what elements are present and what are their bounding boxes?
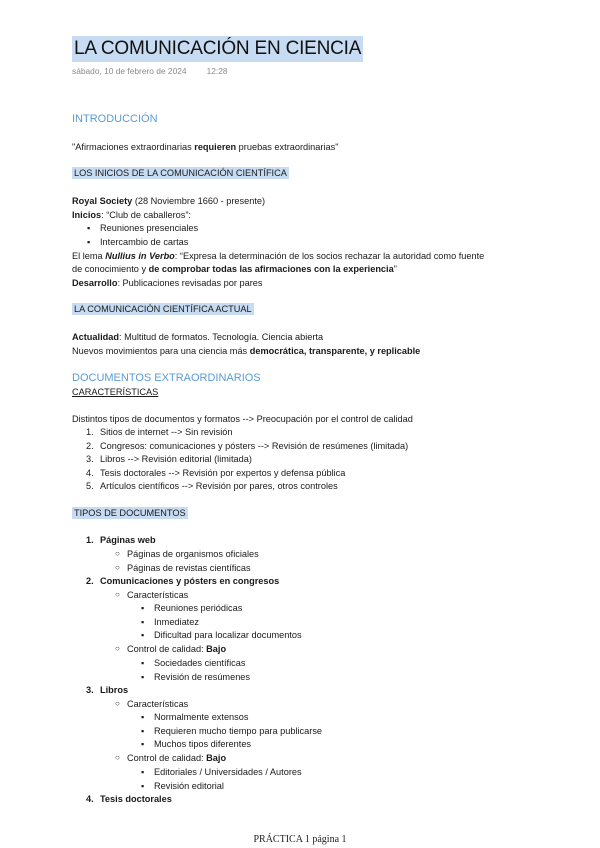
cc-pre: Control de calidad:: [127, 644, 207, 654]
quote-post: pruebas extraordinarias": [236, 142, 339, 152]
cc-pre: Control de calidad:: [127, 753, 207, 763]
lema-line-2: [72, 263, 397, 276]
libros-cc-items: [154, 766, 302, 793]
list-item: ▪ Normalmente extensos: [154, 711, 322, 725]
desarrollo-rest: : Publicaciones revisadas por pares: [117, 278, 263, 288]
list-number: 3.: [86, 454, 94, 464]
list-item: ▪ Editoriales / Universidades / Autores: [154, 766, 302, 780]
tipos-list-4: [86, 793, 172, 807]
list-item: ▪ Reuniones periódicas: [154, 602, 302, 616]
royal-rest: (28 Noviembre 1660 - presente): [132, 196, 266, 206]
list-item: [86, 467, 408, 481]
list-item: ▪ Muchos tipos diferentes: [154, 738, 322, 752]
list-item: ○ Páginas de revistas científicas: [127, 562, 259, 576]
web-sublist: [127, 548, 259, 575]
list-item: [127, 752, 226, 766]
list-text: Sitios de internet --> Sin revisión: [100, 427, 233, 437]
list-number: 4.: [86, 467, 94, 478]
inicios-rest: : “Club de caballeros”:: [101, 210, 191, 220]
list-item: [86, 793, 172, 807]
list-number: 2.: [86, 440, 94, 451]
list-item: [86, 480, 408, 494]
actualidad-rest: : Multitud de formatos. Tecnología. Ciencia abierta: [118, 332, 324, 342]
list-item: ▪ Dificultad para localizar documentos: [154, 629, 302, 643]
list-number: 1.: [86, 535, 94, 545]
lema-line-1: [72, 250, 484, 263]
libros-car: [127, 698, 188, 712]
page-title: LA COMUNICACIÓN EN CIENCIA: [72, 36, 363, 62]
desarrollo-bold: Desarrollo: [72, 278, 118, 288]
heading-actual: LA COMUNICACIÓN CIENTÍFICA ACTUAL: [74, 304, 252, 314]
royal-society-line: [72, 195, 265, 208]
list-number: 4.: [86, 794, 94, 804]
heading-introduccion: INTRODUCCIÓN: [72, 113, 158, 125]
nuevos-bold: democrática, transparente, y replicable: [249, 346, 421, 356]
list-item: ▪ Sociedades científicas: [154, 657, 250, 671]
libros-cc: [127, 752, 226, 766]
list-item: ▪ Reuniones presenciales: [100, 222, 198, 236]
congresos-car: [127, 589, 188, 603]
list-number: 5.: [86, 481, 94, 491]
congresos-cc-items: [154, 657, 250, 684]
inicios-bullets: [100, 222, 198, 249]
heading-tipos: TIPOS DE DOCUMENTOS: [74, 508, 186, 518]
nuevos-line: [72, 345, 420, 358]
desarrollo-line: [72, 277, 263, 290]
list-text: Artículos científicos --> Revisión por pares, otros controles: [100, 481, 338, 491]
page-meta: [72, 66, 228, 76]
list-text: Libros --> Revisión editorial (limitada): [100, 454, 252, 464]
list-item: ○ Características: [127, 589, 188, 603]
tipos-list: [86, 534, 156, 548]
list-item: [86, 534, 156, 548]
page-date: sábado, 10 de febrero de 2024: [72, 66, 187, 76]
list-item: ▪ Inmediatez: [154, 616, 302, 630]
tipos-list-3: [86, 684, 129, 698]
congresos-car-items: [154, 602, 302, 643]
nuevos-pre: Nuevos movimientos para una ciencia más: [72, 346, 250, 356]
lema2-bold: de comprobar todas las afirmaciones con la experiencia: [148, 264, 394, 274]
cc-bold: Bajo: [206, 753, 227, 763]
inicios-bold: Inicios: [72, 210, 102, 220]
heading-extraordinarios: DOCUMENTOS EXTRAORDINARIOS: [72, 372, 261, 384]
list-number: 3.: [86, 685, 94, 695]
heading-inicios: LOS INICIOS DE LA COMUNICACIÓN CIENTÍFICA: [74, 168, 287, 178]
list-text: Libros: [100, 685, 129, 695]
subheading-caracteristicas: CARACTERÍSTICAS: [72, 387, 159, 397]
quote-pre: "Afirmaciones extraordinarias: [72, 142, 195, 152]
list-text: Páginas web: [100, 535, 156, 545]
congresos-cc: [127, 643, 226, 657]
lema-pre: El lema: [72, 251, 106, 261]
list-item: ▪ Intercambio de cartas: [100, 236, 198, 250]
quote-bold: requieren: [194, 142, 237, 152]
cc-bold: Bajo: [206, 644, 227, 654]
list-item: [86, 426, 408, 440]
list-text: Tesis doctorales: [100, 794, 172, 804]
lema-bold: Nullius in Verbo: [105, 251, 175, 261]
extra-intro: Distintos tipos de documentos y formatos --> Preocupación por el control de calidad: [72, 414, 413, 424]
quote-line: [72, 141, 338, 154]
list-item: [86, 440, 409, 454]
actualidad-bold: Actualidad: [72, 332, 119, 342]
list-text: Congresos: comunicaciones y pósters --> Revisión de resúmenes (limitada): [100, 440, 409, 451]
list-item: [86, 684, 129, 698]
list-item: [127, 643, 226, 657]
lema2-post: ”: [393, 264, 397, 274]
page-footer: PRÁCTICA 1 página 1: [253, 834, 347, 845]
inicios-line: [72, 209, 191, 222]
lema-rest: : “Expresa la determinación de los socios rechazar la autoridad como fuente: [174, 251, 485, 261]
list-number: 2.: [86, 576, 94, 586]
list-text: Tesis doctorales --> Revisión por expertos y defensa pública: [100, 467, 346, 478]
list-item: ▪ Revisión editorial: [154, 780, 302, 794]
list-item: ○ Páginas de organismos oficiales: [127, 548, 259, 562]
libros-car-items: [154, 711, 322, 752]
royal-bold: Royal Society: [72, 196, 133, 206]
page-time: 12:28: [206, 66, 228, 76]
list-item: [86, 575, 280, 589]
extra-list: [86, 426, 409, 494]
list-item: ○ Características: [127, 698, 188, 712]
list-number: 1.: [86, 427, 94, 437]
list-item: ▪ Requieren mucho tiempo para publicarse: [154, 725, 322, 739]
list-item: ▪ Revisión de resúmenes: [154, 671, 250, 685]
tipos-list-2: [86, 575, 280, 589]
list-item: [86, 453, 408, 467]
lema2-pre: de conocimiento y: [72, 264, 149, 274]
actualidad-line: [72, 331, 323, 344]
list-text: Comunicaciones y pósters en congresos: [100, 576, 280, 586]
